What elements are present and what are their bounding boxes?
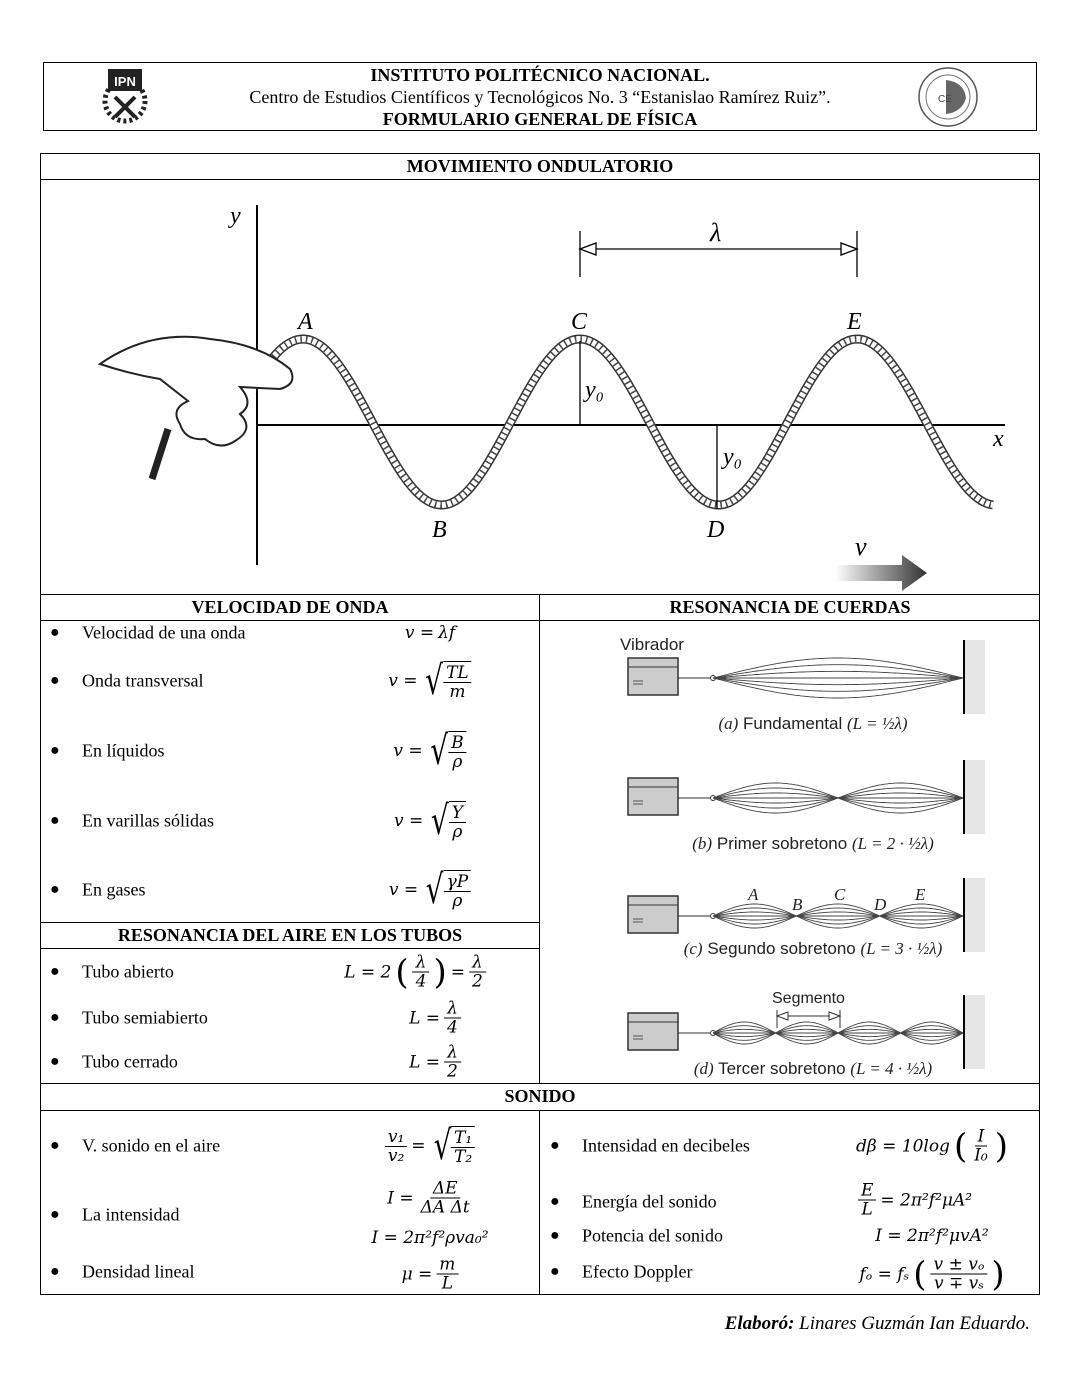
bullet: ● (50, 881, 60, 898)
fraction: $\frac{\text{T₁}}{\text{T₂}}$ (451, 1129, 475, 1166)
mode-caption-0: (a) Fundamental (L = ½λ) (718, 714, 908, 733)
bullet: ● (550, 1263, 560, 1280)
node-label-d: D (874, 895, 887, 914)
bullet: ● (50, 1009, 60, 1026)
bullet: ● (50, 742, 60, 759)
rope-wave-fill (270, 339, 993, 505)
bullet: ● (50, 1206, 60, 1223)
velocity-item-3-formula: v = √ $\frac{Y}{\rho}$ (394, 801, 466, 841)
node-label-e: E (915, 885, 926, 904)
decibels-label: Intensidad en decibeles (582, 1135, 750, 1156)
square-root: √ $\frac{Y}{\rho}$ (427, 801, 466, 841)
point-b-label: B (432, 517, 447, 543)
wall (965, 995, 985, 1069)
hand-icon (100, 337, 292, 479)
vibrator-label: Vibrador (620, 635, 684, 654)
fraction: $\frac{\text{v ± vₒ}}{\text{v ∓ vₛ}}$ (931, 1256, 988, 1293)
fraction: $\frac{\lambda}{2}$ (444, 1044, 461, 1081)
fraction: $\frac{E}{L}$ (858, 1182, 876, 1219)
fraction: $\frac{\lambda}{2}$ (469, 954, 486, 991)
fraction: $\frac{m}{L}$ (436, 1256, 458, 1293)
author-prefix: Elaboró: (724, 1313, 795, 1334)
mode-caption-1: (b) Primer sobretono (L = 2 · ½λ) (692, 834, 934, 853)
velocity-item-0-label: Velocidad de una onda (82, 622, 246, 643)
wall (965, 760, 985, 834)
fraction: $\frac{\gamma P}{\rho}$ (444, 873, 472, 910)
bullet: ● (50, 812, 60, 829)
section-title-tubes: RESONANCIA DEL AIRE EN LOS TUBOS (117, 925, 463, 945)
bullet: ● (550, 1137, 560, 1154)
velocity-item-4-label: En gases (82, 879, 146, 900)
amplitude-label-1: y₀ (585, 377, 604, 403)
mode-caption-2: (c) Segundo sobretono (L = 3 · ½λ) (683, 939, 943, 958)
section-title-strings: RESONANCIA DE CUERDAS (669, 597, 911, 617)
linear-density-label: Densidad lineal (82, 1261, 195, 1282)
point-a-label: A (298, 309, 313, 335)
bullet: ● (50, 624, 60, 641)
sound-energy-label: Energía del sonido (582, 1191, 717, 1212)
intensity-label: La intensidad (82, 1204, 180, 1225)
document-title: FORMULARIO GENERAL DE FÍSICA (382, 109, 698, 129)
vibrator-icon (628, 1013, 678, 1050)
fraction: $\frac{Y}{\rho}$ (449, 804, 466, 841)
fraction: $\frac{\Delta E}{\text{ΔA Δt}}$ (420, 1178, 470, 1218)
bullet: ● (50, 672, 60, 689)
fraction: $\frac{TL}{m}$ (443, 664, 472, 701)
rope-wave (270, 339, 993, 505)
velocity-item-1-formula: v = √ $\frac{TL}{m}$ (388, 661, 471, 701)
intensity-formula-2: I = 2π²f²ρva₀² (371, 1228, 489, 1248)
y-axis-label: y (230, 203, 241, 229)
velocity-item-1-label: Onda transversal (82, 670, 204, 691)
velocity-arrow-icon (835, 555, 927, 591)
sound-speed-label: V. sonido en el aire (82, 1135, 221, 1156)
tube-item-1-label: Tubo semiabierto (82, 1007, 208, 1028)
velocity-item-2-label: En líquidos (82, 740, 165, 761)
velocity-item-2-formula: v = √ $\frac{B}{\rho}$ (393, 731, 466, 771)
velocity-item-3-label: En varillas sólidas (82, 810, 214, 831)
square-root: √ $\frac{\gamma P}{\rho}$ (422, 870, 471, 910)
section-title-wave: MOVIMIENTO ONDULATORIO (406, 156, 674, 176)
string-mode-1 (628, 760, 985, 834)
doppler-formula: fₒ = fₛ ( $\frac{\text{v ± vₒ}}{\text{v ∓ vₛ}}$ ) (859, 1254, 1005, 1294)
sound-energy-formula: $\frac{E}{L}$ = 2π²f²μA² (858, 1182, 972, 1219)
svg-text:IPN: IPN (114, 74, 136, 89)
tube-item-1-formula: L = $\frac{\lambda}{4}$ (409, 1000, 461, 1037)
sound-power-label: Potencia del sonido (582, 1225, 723, 1246)
square-root: √ $\frac{TL}{m}$ (422, 661, 472, 701)
section-title-velocity: VELOCIDAD DE ONDA (191, 597, 389, 617)
fraction: $\frac{\lambda}{4}$ (413, 954, 430, 991)
sound-power-formula: I = 2π²f²μvA² (875, 1226, 989, 1246)
wall (965, 640, 985, 714)
rope-hatching (270, 339, 993, 505)
section-title-sound: SONIDO (504, 1086, 576, 1106)
linear-density-formula: μ = $\frac{m}{L}$ (402, 1256, 459, 1293)
wave-diagram (40, 179, 1040, 594)
fraction: $\frac{\text{v₁}}{\text{v₂}}$ (385, 1128, 407, 1165)
velocity-label: v (855, 532, 867, 561)
square-root: √ $\frac{\text{T₁}}{\text{T₂}}$ (430, 1126, 476, 1166)
bullet: ● (550, 1227, 560, 1244)
square-root: √ $\frac{B}{\rho}$ (427, 731, 467, 771)
vibrator-icon (628, 778, 678, 815)
node-label-c: C (834, 885, 846, 904)
school-name: Centro de Estudios Científicos y Tecnológicos No. 3 “Estanislao Ramírez Ruiz”. (249, 87, 831, 107)
sound-speed-formula: $\frac{\text{v₁}}{\text{v₂}}$ = √ $\frac{\text{T₁}}{\text{T₂}}$ (385, 1126, 475, 1166)
segment-label: Segmento (772, 990, 845, 1007)
institution-name: INSTITUTO POLITÉCNICO NACIONAL. (370, 65, 710, 85)
cecyt-seal (916, 66, 980, 128)
fraction: $\frac{I}{\text{I₀}}$ (974, 1126, 988, 1166)
doppler-label: Efecto Doppler (582, 1261, 693, 1282)
tube-item-2-formula: L = $\frac{\lambda}{2}$ (409, 1044, 461, 1081)
svg-text:CE: CE (938, 94, 952, 105)
fraction: $\frac{\lambda}{4}$ (444, 1000, 461, 1037)
bullet: ● (50, 1053, 60, 1070)
vibrator-icon (628, 658, 678, 695)
lambda-label: λ (710, 218, 722, 247)
point-e-label: E (847, 309, 862, 335)
x-axis-label: x (993, 426, 1004, 452)
decibels-formula: dβ = 10log ( $\frac{I}{\text{I₀}}$ ) (855, 1126, 1009, 1166)
document-header (43, 62, 1037, 131)
bullet: ● (550, 1193, 560, 1210)
point-d-label: D (707, 517, 725, 543)
bullet: ● (50, 963, 60, 980)
point-c-label: C (571, 309, 588, 335)
amplitude-label-2: y₀ (723, 444, 742, 470)
wall (965, 878, 985, 952)
fraction: $\frac{B}{\rho}$ (448, 734, 467, 771)
author-name: Linares Guzmán Ian Eduardo. (799, 1313, 1030, 1334)
bullet: ● (50, 1263, 60, 1280)
tube-item-0-formula: L = 2 ( $\frac{\lambda}{4}$ ) = $\frac{\lambda}{2}$ (344, 954, 486, 991)
node-label-a: A (748, 885, 759, 904)
bullet: ● (50, 1137, 60, 1154)
velocity-item-4-formula: v = √ $\frac{\gamma P}{\rho}$ (389, 870, 471, 910)
tube-item-2-label: Tubo cerrado (82, 1051, 178, 1072)
mode-caption-3: (d) Tercer sobretono (L = 4 · ½λ) (693, 1059, 933, 1078)
node-label-b: B (792, 895, 803, 914)
intensity-formula: I = $\frac{\Delta E}{\text{ΔA Δt}}$ (387, 1180, 472, 1217)
vibrator-icon (628, 896, 678, 933)
tube-item-0-label: Tubo abierto (82, 961, 174, 982)
author-credit (725, 1313, 1030, 1335)
velocity-item-0-formula: v = λf (404, 623, 456, 643)
